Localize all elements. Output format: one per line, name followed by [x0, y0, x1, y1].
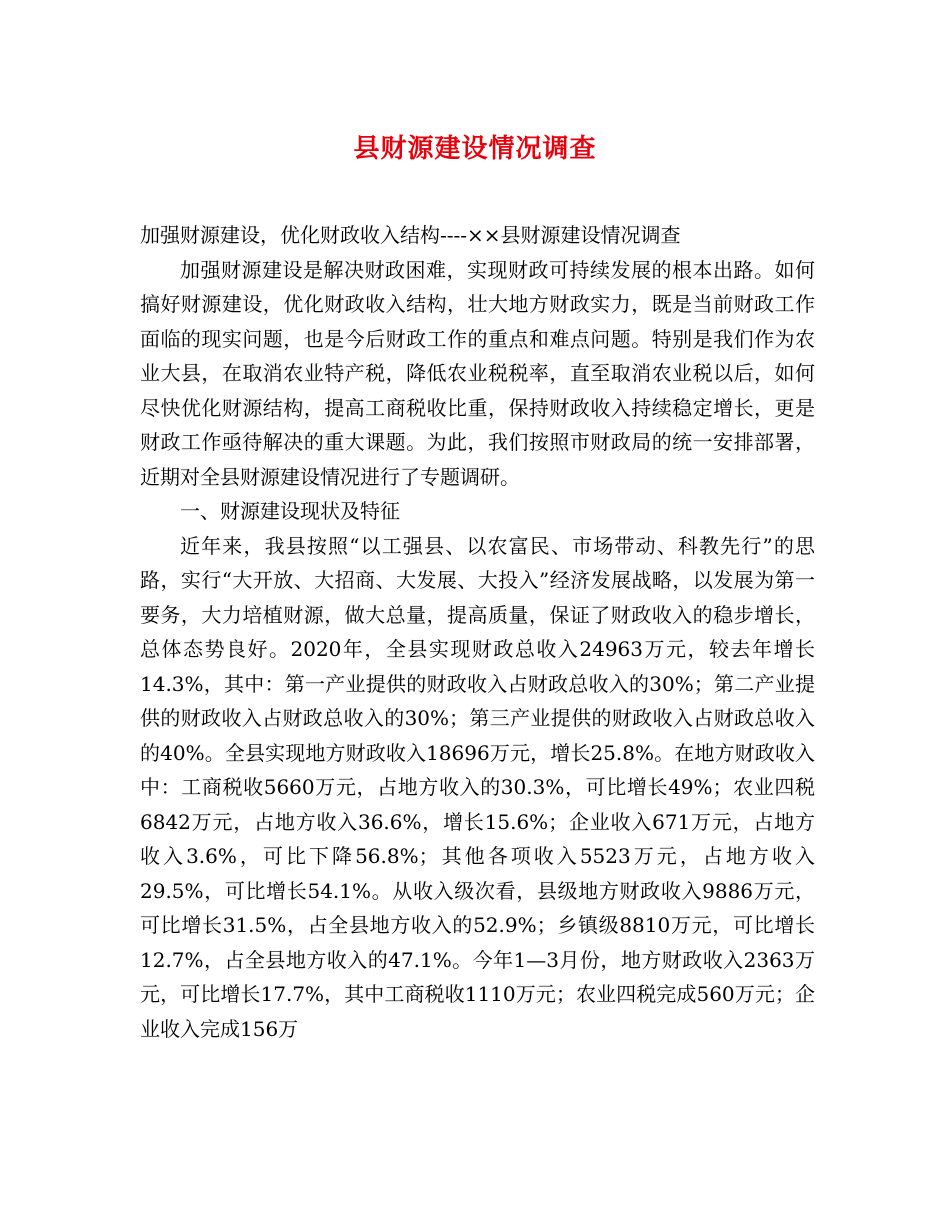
section-heading: 一、财源建设现状及特征 [180, 499, 400, 523]
paragraph-intro: 加强财源建设是解决财政困难，实现财政可持续发展的根本出路。如何搞好财源建设，优化财政收入结构，壮大地方财政实力，既是当前财政工作面临的现实问题，也是今后财政工作的重点和难点问题。特别是我们作为农业大县，在取消农业特产税，降低农业税税率，直至取消农业税以后，如何尽快优化财源结构，提高工商税收比重，保持财政收入持续稳定增长，更是财政工作亟待解决的重大课题。为此，我们按照市财政局的统一安排部署，近期对全县财源建设情况进行了专题调研。 [140, 257, 815, 489]
document-subtitle: 加强财源建设，优化财政收入结构----××县财源建设情况调查 [140, 223, 681, 247]
document-title: 县财源建设情况调查 [353, 134, 597, 164]
document-body [140, 218, 815, 1046]
paragraph-status: 近年来，我县按照“以工强县、以农富民、市场带动、科教先行”的思路，实行“大开放、大招商、大发展、大投入”经济发展战略，以发展为第一要务，大力培植财源，做大总量，提高质量，保证了财政收入的稳步增长，总体态势良好。2020年，全县实现财政总收入24963万元，较去年增长14.3%，其中：第一产业提供的财政收入占财政总收入的30%；第二产业提供的财政收入占财政总收入的30%；第三产业提供的财政收入占财政总收入的40%。全县实现地方财政收入18696万元，增长25.8%。在地方财政收入中：工商税收5660万元，占地方收入的30.3%，可比增长49%；农业四税6842万元，占地方收入36.6%，增长15.6%；企业收入671万元，占地方收入3.6%，可比下降56.8%；其他各项收入5523万元，占地方收入29.5%，可比增长54.1%。从收入级次看，县级地方财政收入9886万元，可比增长31.5%，占全县地方收入的52.9%；乡镇级8810万元，可比增长12.7%，占全县地方收入的47.1%。今年1—3月份，地方财政收入2363万元，可比增长17.7%，其中工商税收1110万元；农业四税完成560万元；企业收入完成156万 [140, 533, 815, 1041]
